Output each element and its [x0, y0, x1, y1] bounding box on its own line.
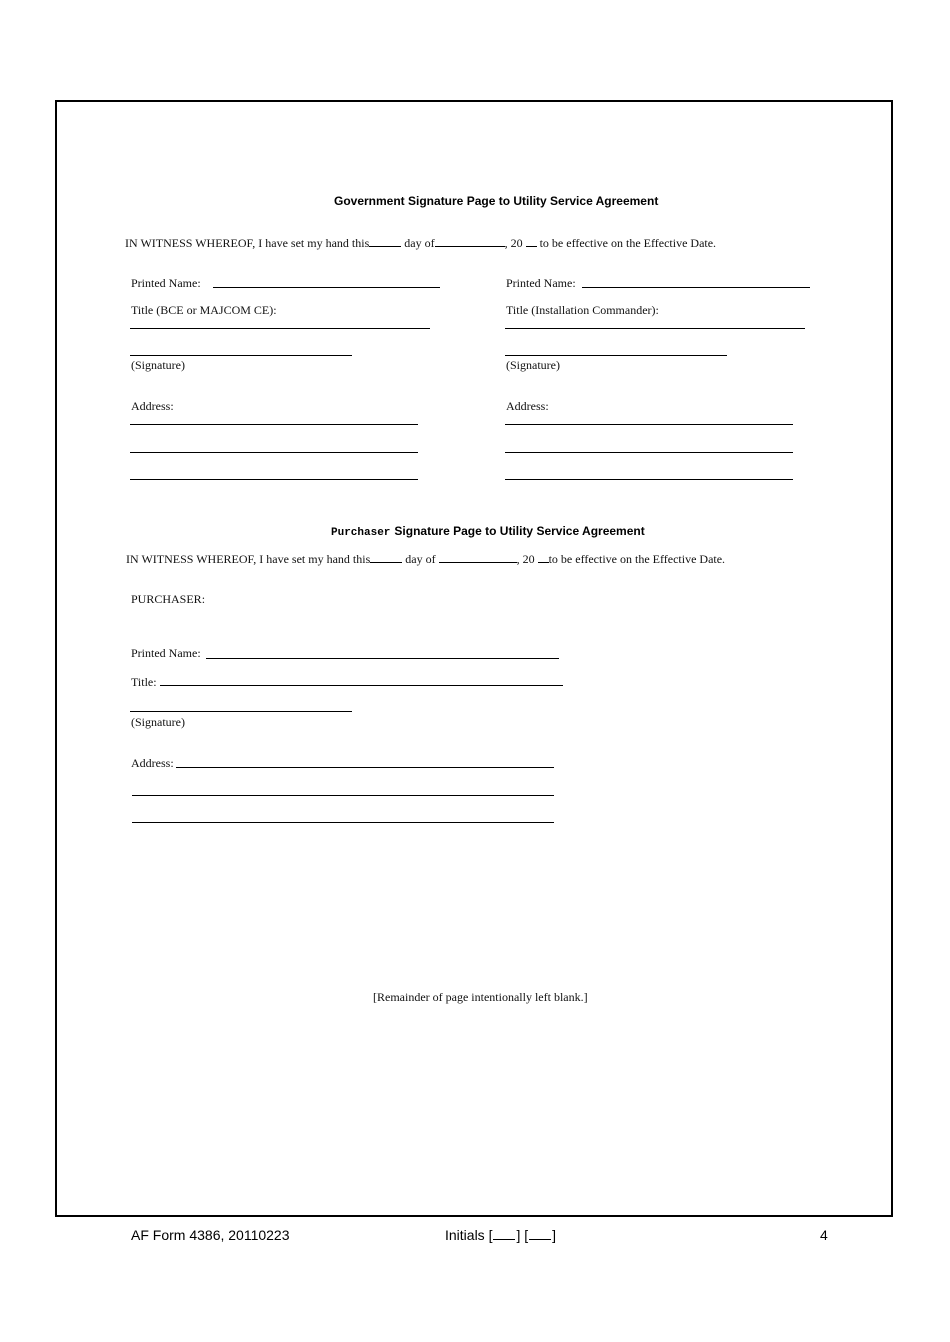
- gov-left-printed-name-line[interactable]: [213, 287, 440, 288]
- gov-right-printed-name-line[interactable]: [582, 287, 810, 288]
- purchaser-label: PURCHASER:: [131, 592, 206, 606]
- gov-right-printed-name-label: Printed Name:: [506, 276, 576, 290]
- page-number: 4: [820, 1227, 828, 1243]
- form-identifier: AF Form 4386, 20110223: [131, 1227, 290, 1243]
- purchaser-signature-line[interactable]: [130, 711, 352, 712]
- gov-right-signature-line[interactable]: [505, 355, 727, 356]
- gov-left-address-line-2[interactable]: [130, 452, 418, 453]
- remainder-note: [Remainder of page intentionally left blank.]: [373, 990, 588, 1004]
- purchaser-heading: Purchaser Signature Page to Utility Service Agreement: [331, 524, 645, 539]
- purchaser-signature-label: (Signature): [131, 715, 185, 729]
- purchaser-printed-name-label: Printed Name:: [131, 646, 201, 660]
- gov-right-title-label: Title (Installation Commander):: [506, 303, 659, 317]
- month-blank[interactable]: [435, 235, 505, 247]
- government-witness-statement: IN WITNESS WHEREOF, I have set my hand this day of , 20 to be effective on the Effective Date.: [125, 236, 717, 250]
- gov-left-address-line-1[interactable]: [130, 424, 418, 425]
- purchaser-witness-statement: IN WITNESS WHEREOF, I have set my hand this day of , 20 to be effective on the Effective Date.: [126, 552, 726, 566]
- purchaser-title-label: Title:: [131, 675, 157, 689]
- purchaser-printed-name-line[interactable]: [206, 658, 559, 659]
- gov-right-address-label: Address:: [506, 399, 549, 413]
- gov-right-address-line-1[interactable]: [505, 424, 793, 425]
- gov-right-signature-label: (Signature): [506, 358, 560, 372]
- gov-right-title-line[interactable]: [505, 328, 805, 329]
- purchaser-address-line-1[interactable]: [176, 767, 554, 768]
- gov-right-address-line-2[interactable]: [505, 452, 793, 453]
- gov-left-title-line[interactable]: [130, 328, 430, 329]
- day-blank[interactable]: [369, 235, 401, 247]
- purchaser-day-blank[interactable]: [370, 551, 402, 563]
- gov-right-address-line-3[interactable]: [505, 479, 793, 480]
- initials-blank-1[interactable]: [493, 1227, 515, 1240]
- purchaser-address-line-3[interactable]: [132, 822, 554, 823]
- gov-left-address-label: Address:: [131, 399, 174, 413]
- gov-left-title-label: Title (BCE or MAJCOM CE):: [131, 303, 277, 317]
- gov-left-printed-name-label: Printed Name:: [131, 276, 201, 290]
- purchaser-address-line-2[interactable]: [132, 795, 554, 796]
- gov-left-signature-line[interactable]: [130, 355, 352, 356]
- purchaser-address-label: Address:: [131, 756, 174, 770]
- initials-blank-2[interactable]: [529, 1227, 551, 1240]
- purchaser-title-line[interactable]: [160, 685, 563, 686]
- year-blank[interactable]: [526, 235, 537, 247]
- initials-field: Initials [ ] [ ]: [445, 1227, 557, 1243]
- government-heading: Government Signature Page to Utility Service Agreement: [334, 194, 659, 208]
- purchaser-month-blank[interactable]: [439, 551, 517, 563]
- gov-left-signature-label: (Signature): [131, 358, 185, 372]
- purchaser-year-blank[interactable]: [538, 551, 549, 563]
- gov-left-address-line-3[interactable]: [130, 479, 418, 480]
